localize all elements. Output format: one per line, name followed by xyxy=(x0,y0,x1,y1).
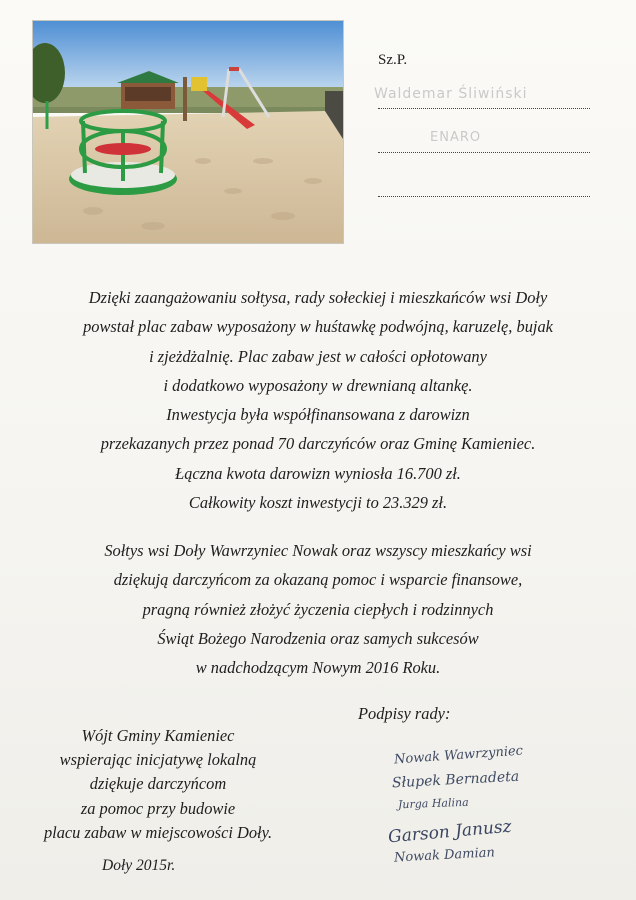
text-line: za pomoc przy budowie xyxy=(80,798,236,818)
recipient-company: ENARO xyxy=(430,130,482,145)
text-line: placu zabaw w miejscowości Doły. xyxy=(43,822,273,842)
signature: Jurga Halina xyxy=(397,795,469,812)
signature: Nowak Wawrzyniec xyxy=(393,743,524,768)
text-line: i dodatkowo wyposażony w drewnianą altankę. xyxy=(163,375,473,395)
text-line: przekazanych przez ponad 70 darczyńców oraz Gminę Kamieniec. xyxy=(100,434,536,454)
signature: Słupek Bernadeta xyxy=(391,768,520,792)
text-line: w nadchodzącym Nowym 2016 Roku. xyxy=(195,658,441,678)
playground-illustration xyxy=(33,21,343,243)
text-line: dziękuje darczyńcom xyxy=(89,774,227,794)
recipient-name: Waldemar Śliwiński xyxy=(374,86,528,102)
signature: Nowak Damian xyxy=(393,845,496,866)
playground-photo xyxy=(32,20,344,244)
text-line: Dzięki zaangażowaniu sołtysa, rady sołeckiej i mieszkańców wsi Doły xyxy=(88,288,548,307)
place-date: Doły 2015r. xyxy=(102,857,176,874)
paragraph-investment xyxy=(0,283,636,517)
text-line: Łączna kwota darowizn wyniosła 16.700 zł. xyxy=(175,463,461,483)
text-line: Świąt Bożego Narodzenia oraz samych sukcesów xyxy=(157,628,479,648)
text-line: dziękują darczyńcom za okazaną pomoc i wsparcie finansowe, xyxy=(113,570,523,590)
text-line: Całkowity koszt inwestycji to 23.329 zł. xyxy=(188,493,448,513)
text-line: pragną również złożyć życzenia ciepłych i rodzinnych xyxy=(142,599,494,619)
text-line: Inwestycja była współfinansowana z darowizn xyxy=(166,405,470,425)
wojt-note xyxy=(0,724,316,845)
address-line-3 xyxy=(378,196,590,197)
paragraph-thanks xyxy=(0,536,636,682)
signature: Garson Janusz xyxy=(387,816,513,848)
text-line: powstał plac zabaw wyposażony w huśtawkę podwójną, karuzelę, bujak xyxy=(83,317,553,337)
text-line: Wójt Gminy Kamieniec xyxy=(81,726,235,745)
text-line: wspierając inicjatywę lokalną xyxy=(59,750,257,770)
salutation: Sz.P. xyxy=(378,52,408,68)
address-line-1 xyxy=(378,108,590,109)
address-line-2 xyxy=(378,152,590,153)
text-line: Sołtys wsi Doły Wawrzyniec Nowak oraz wszyscy mieszkańcy wsi xyxy=(104,541,532,560)
signatures-heading: Podpisy rady: xyxy=(358,704,451,723)
text-line: i zjeżdżalnię. Plac zabaw jest w całości opłotowany xyxy=(149,346,487,366)
